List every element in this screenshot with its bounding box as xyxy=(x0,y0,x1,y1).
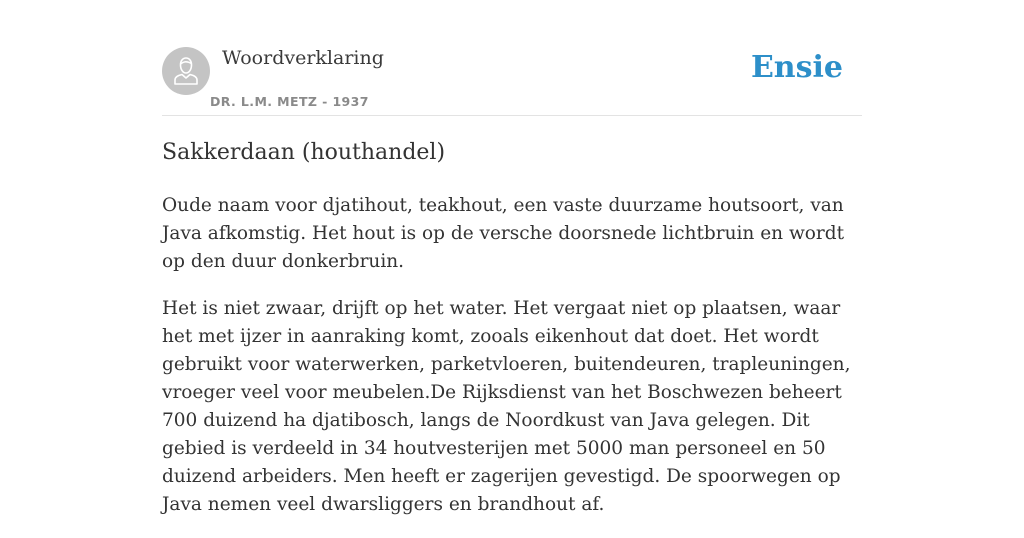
author-byline[interactable]: DR. L.M. METZ - 1937 xyxy=(210,94,369,109)
entry-paragraph: Het is niet zwaar, drijft op het water. Het vergaat niet op plaatsen, waar het met ijzer in aanraking komt, zooals eikenhout dat doet. Het wordt gebruikt voor waterwerken, parketvloeren, buitendeuren, trapleuningen, vroeger veel voor meubelen.De Rijksdienst van het Boschwezen beheert 700 duizend ha djatibosch, langs de Noordkust van Java gelegen. Dit gebied is verdeeld in 34 houtvesterijen met 5000 man personeel en 50 duizend arbeiders. Men heeft er zagerijen gevestigd. De spoorwegen op Java nemen veel dwarsliggers en brandhout af. xyxy=(162,298,851,515)
author-avatar[interactable] xyxy=(162,47,210,95)
entry-header xyxy=(162,46,862,116)
header-divider xyxy=(162,115,862,116)
user-silhouette-icon xyxy=(162,47,210,95)
entry-content xyxy=(162,192,862,538)
source-title[interactable]: Woordverklaring xyxy=(222,47,384,69)
ensie-logo[interactable]: Ensie xyxy=(750,50,843,85)
entry-title: Sakkerdaan (houthandel) xyxy=(162,140,446,165)
entry-paragraph: Oude naam voor djatihout, teakhout, een vaste duurzame houtsoort, van Java afkomstig. Het hout is op de versche doorsnede lichtbruin en wordt op den duur donkerbruin. xyxy=(162,195,845,272)
